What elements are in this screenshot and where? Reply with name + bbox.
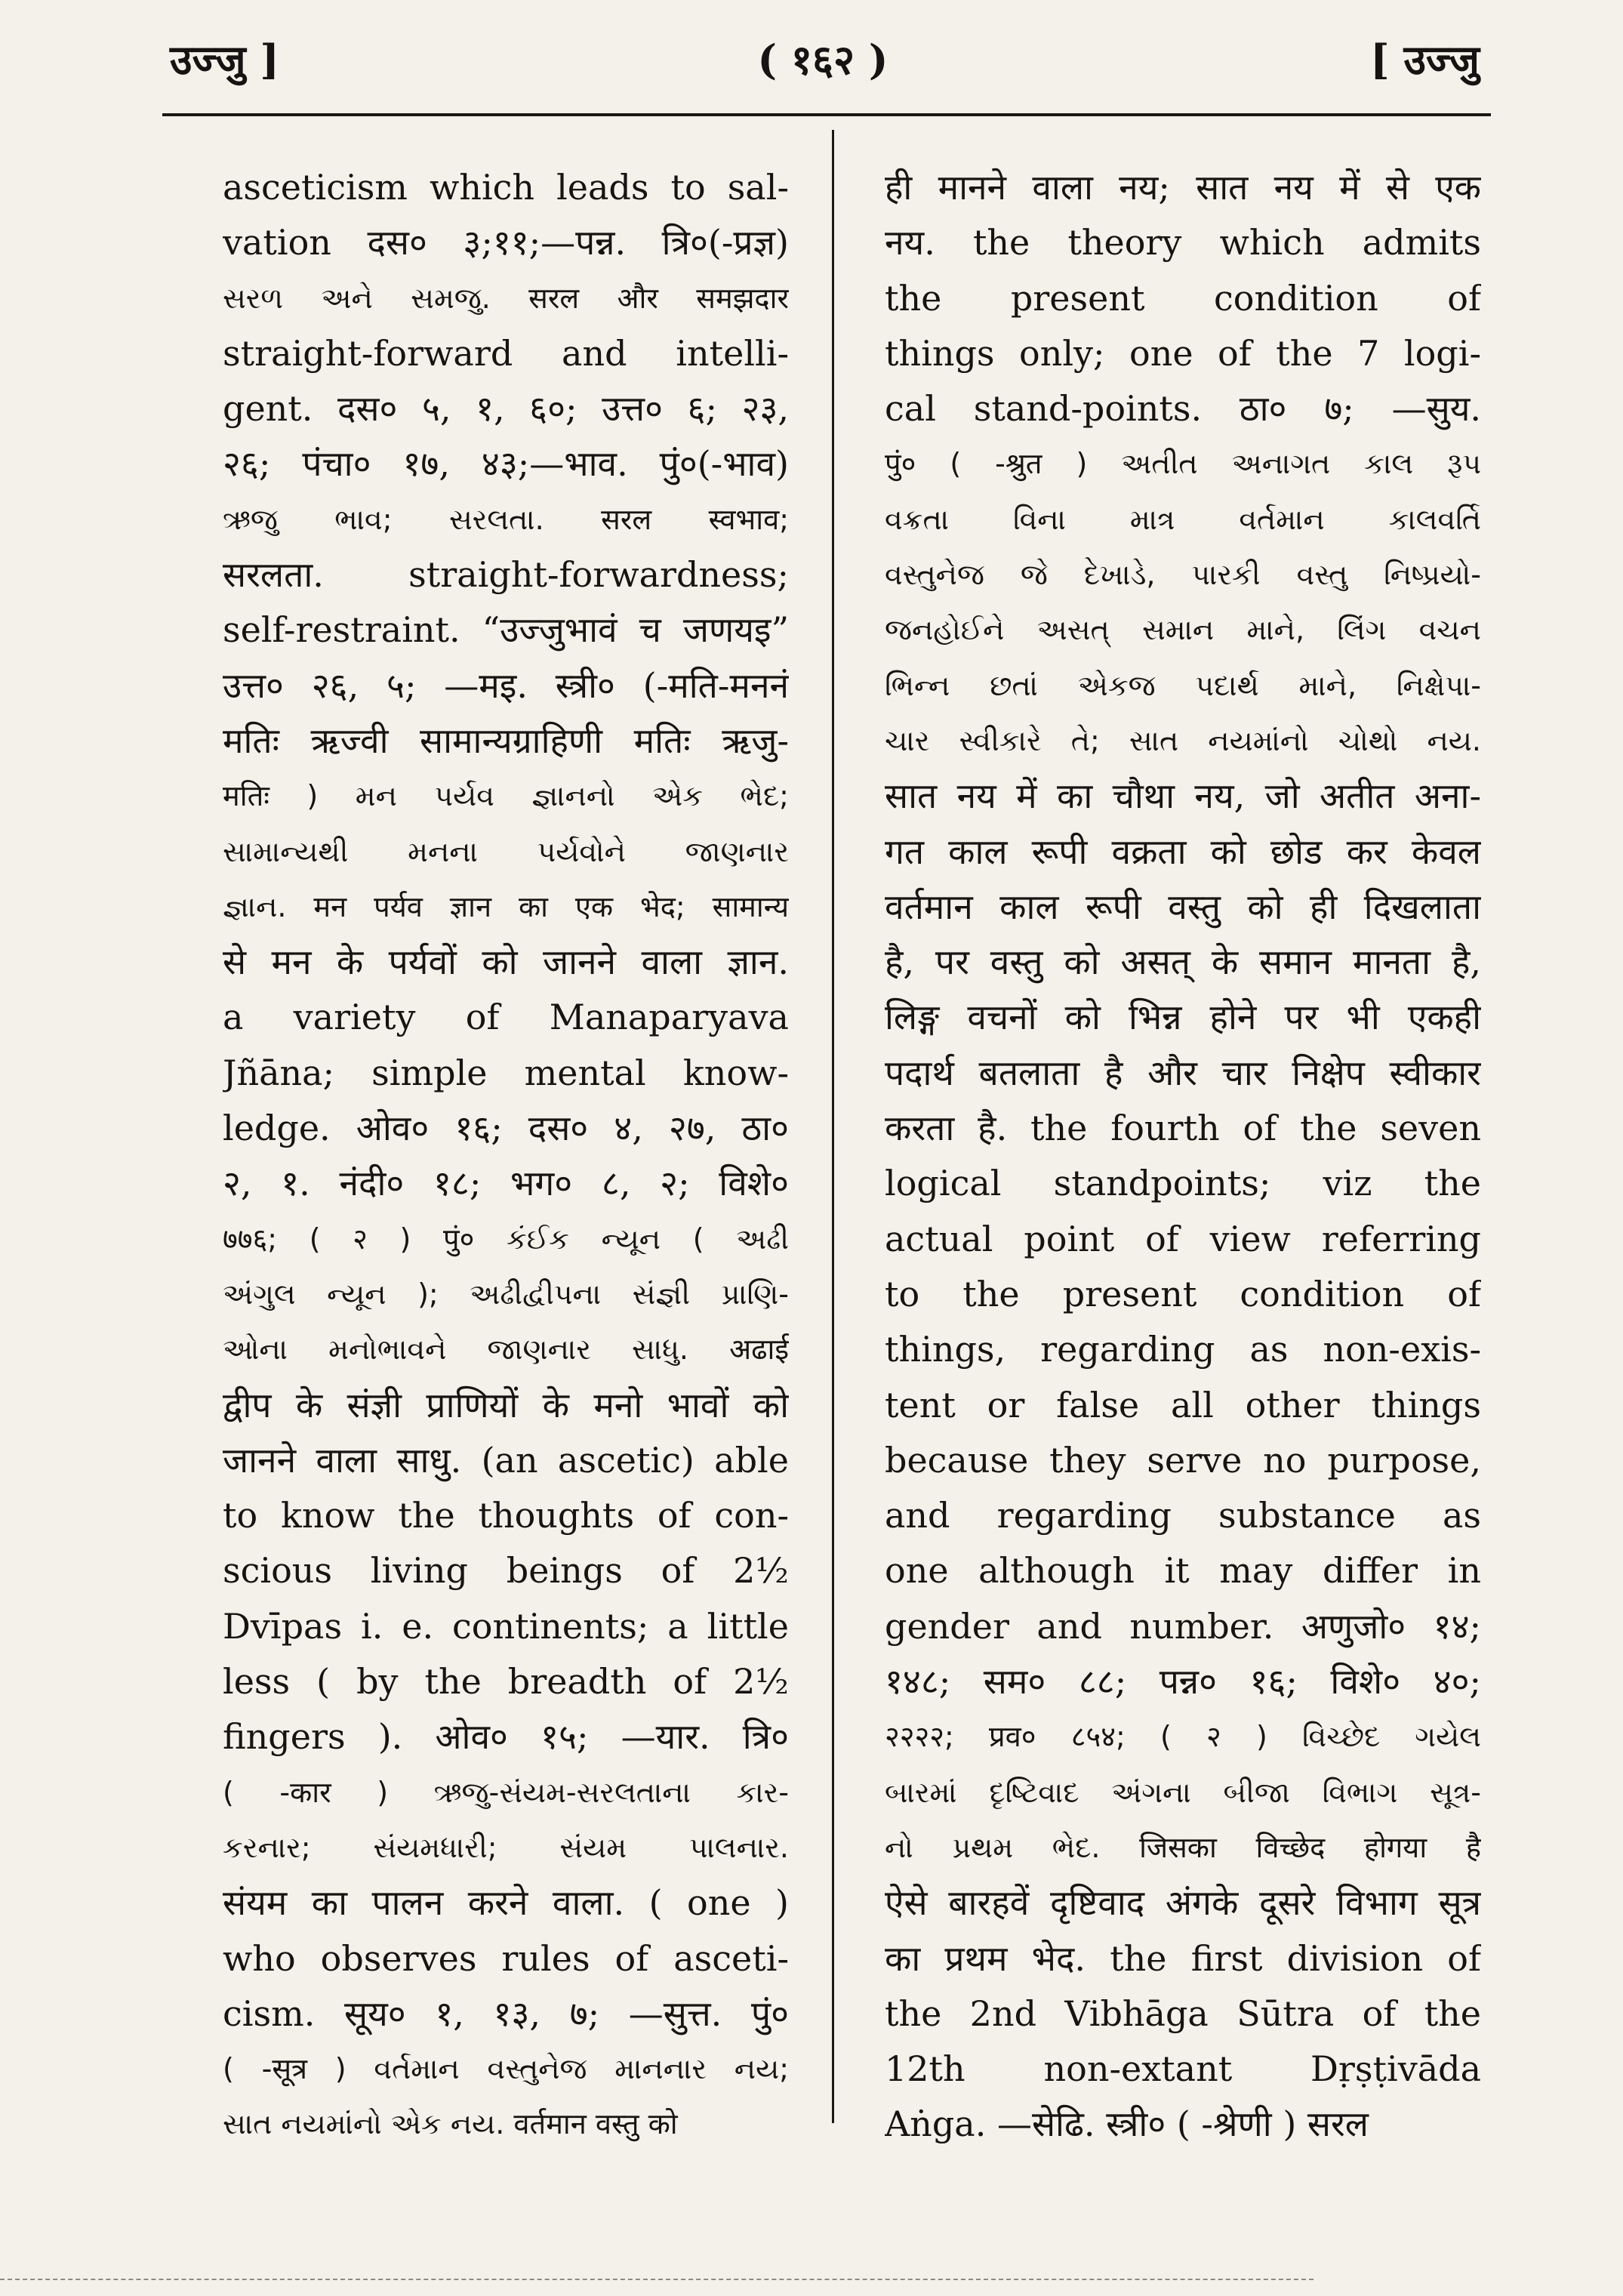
right-line: १४८; सम० ८८; पन्न० १६; विशे० ४०; (885, 1661, 1481, 1703)
right-line: tent or false all other things (885, 1384, 1481, 1425)
left-line: સાત નયમાંનો એક નય. वर्तमान वस्तु को (223, 2107, 678, 2141)
left-line: self-restraint. “उज्जुभावं च जणयइ” (223, 609, 789, 651)
right-line: पदार्थ बतलाता है और चार निक्षेप स्वीकार (885, 1052, 1481, 1093)
right-line: ભિન્ન છતાં એકજ પદાર્થ માને, નિક્ષેપા- (885, 668, 1481, 702)
right-line: ऐसे बारहवें दृष्टिवाद अंगके दूसरे विभाग सूत्र (885, 1882, 1481, 1924)
left-line: less ( by the breadth of 2½ (223, 1661, 789, 1703)
right-line: वर्तमान काल रूपी वस्तु को ही दिखलाता (885, 886, 1481, 927)
right-line: the 2nd Vibhāga Sūtra of the (885, 1992, 1481, 2034)
right-line: things only; one of the 7 logi- (885, 332, 1481, 374)
left-line: a variety of Manaparyava (223, 997, 789, 1038)
right-line: नय. the theory which admits (885, 222, 1481, 264)
left-line: કરનાર; સંયમધારી; સંયમ પાલનાર. (223, 1830, 789, 1864)
right-line: one although it may differ in (885, 1550, 1481, 1592)
right-line: ही मानने वाला नय; सात नय में से एक (885, 167, 1481, 208)
left-line: cism. सूय० १, १३, ७; —सुत्त. पुं० (223, 1992, 789, 2034)
running-head-right: [ उज्जु (1370, 35, 1480, 84)
right-line: २२२२; प्रव० ८५४; ( २ ) વિચ્છેદ ગયેલ (885, 1720, 1481, 1754)
left-line: asceticism which leads to sal- (223, 167, 789, 208)
right-line: ચાર સ્વીકારે તે; સાત નયમાંનો ચોથો નય. (885, 723, 1481, 757)
right-line: गत काल रूपी वक्रता को छोड कर केवल (885, 831, 1481, 872)
left-line: vation दस० ३;११;—पन्न. त्रि०(-प्रज्ञ) (223, 222, 789, 264)
right-line: सात नय में का चौथा नय, जो अतीत अना- (885, 775, 1481, 817)
left-line: સરળ અને સમજુ. सरल और समझदार (223, 281, 789, 315)
left-line: straight-forward and intelli- (223, 332, 789, 374)
right-line: gender and number. अणुजो० १४; (885, 1605, 1481, 1647)
right-line: to the present condition of (885, 1273, 1481, 1314)
right-line: because they serve no purpose, (885, 1439, 1481, 1481)
right-line: Aṅga. —सेढि. स्त्री० ( -श्रेणी ) सरल (885, 2103, 1369, 2145)
right-line: બારમાં દૃષ્ટિવાદ અંગના બીજા વિભાગ સૂત્ર- (885, 1775, 1481, 1809)
left-line: scious living beings of 2½ (223, 1550, 789, 1592)
left-line: ledge. ओव० १६; दस० ४, २७, ठा० (223, 1108, 789, 1149)
right-line: વક્રતા વિના માત્ર વર્તમાન કાલવર્તિ (885, 502, 1481, 536)
column-divider (832, 130, 834, 2123)
left-line: उत्त० २६, ५; —मइ. स्त्री० (-मति-मननं (223, 664, 789, 706)
left-line: ઓના મનોભાવને જાણનાર સાધુ. अढाई (223, 1333, 789, 1367)
left-line: मतिः ऋज्वी सामान्यग्राहिणी मतिः ऋजु- (223, 720, 789, 761)
left-line: જ્ઞાન. मन पर्यव ज्ञान का एक भेद; सामान्य (223, 889, 789, 923)
right-line: cal stand-points. ठा० ७; —सुय. (885, 388, 1481, 430)
right-line: का प्रथम भेद. the first division of (885, 1937, 1481, 1979)
right-line: करता है. the fourth of the seven (885, 1108, 1481, 1149)
left-line: gent. दस० ५, १, ६०; उत्त० ६; २३, (223, 388, 789, 430)
left-line: fingers ). ओव० १५; —यार. त्रि० (223, 1716, 789, 1758)
running-head-left: उज्जु ] (170, 35, 279, 84)
left-line: who observes rules of asceti- (223, 1937, 789, 1979)
left-line: ( -सूत्र ) વર્તમાન વસ્તુનેજ માનનાર નય; (223, 2052, 789, 2086)
left-line: से मन के पर्यवों को जानने वाला ज्ञान. (223, 942, 789, 983)
right-line: है, पर वस्तु को असत् के समान मानता है, (885, 942, 1481, 983)
right-line: 12th non-extant Dṛṣṭivāda (885, 2048, 1481, 2090)
left-line: ( -कार ) ઋજુ-સંયમ-સરલતાના કાર- (223, 1775, 789, 1809)
right-line: things, regarding as non-exis- (885, 1329, 1481, 1370)
bottom-edge-rule (0, 2279, 1313, 2280)
right-line: and regarding substance as (885, 1495, 1481, 1536)
page-number: ( १६२ ) (757, 35, 888, 84)
right-line: पुं० ( -श्रुत ) અતીત અનાગત કાલ રૂપ (885, 447, 1481, 481)
left-column (223, 160, 789, 2153)
left-line: ઋજુ ભાવ; સરલતા. सरल स्वभाव; (223, 502, 789, 536)
right-line: लिङ्ग वचनों को भिन्न होने पर भी एकही (885, 997, 1481, 1038)
right-line: the present condition of (885, 277, 1481, 319)
right-line: વસ્તુનેજ જે દેખાડે, પારકી વસ્તુ નિષ્પ્રયો- (885, 558, 1481, 592)
left-line: Jñāna; simple mental know- (223, 1052, 789, 1093)
left-line: जानने वाला साधु. (an ascetic) able (223, 1439, 789, 1481)
left-line: २६; पंचा० १७, ४३;—भाव. पुं०(-भाव) (223, 443, 789, 485)
left-line: અંગુલ ન્યૂન ); અઢીદ્વીપના સંજ્ઞી પ્રાણિ- (223, 1277, 789, 1311)
left-line: द्वीप के संज्ञी प्राणियों के मनो भावों को (223, 1384, 789, 1425)
right-line: જનહોઈને અસત્ સમાન માને, લિંગ વચન (885, 613, 1481, 647)
left-line: सरलता. straight-forwardness; (223, 554, 789, 596)
left-line: २, १. नंदी० १८; भग० ८, २; विशे० (223, 1163, 789, 1204)
left-line: Dvīpas i. e. continents; a little (223, 1605, 789, 1647)
right-line: નો પ્રથમ ભેદ. जिसका विच्छेद होगया है (885, 1830, 1481, 1864)
left-line: संयम का पालन करने वाला. ( one ) (223, 1882, 789, 1924)
left-line: to know the thoughts of con- (223, 1495, 789, 1536)
left-line: સામાન્યથી મનના પર્યવોને જાણનાર (223, 834, 789, 868)
left-line: मतिः ) મન પર્યવ જ્ઞાનનો એક ભેદ; (223, 779, 789, 813)
right-line: actual point of view referring (885, 1218, 1481, 1259)
right-line: logical standpoints; viz the (885, 1163, 1481, 1204)
left-line: ७७६; ( २ ) पुं० કંઈક ન્યૂન ( અઢી (223, 1222, 789, 1256)
header-rule (162, 113, 1491, 116)
right-column (885, 160, 1481, 2153)
